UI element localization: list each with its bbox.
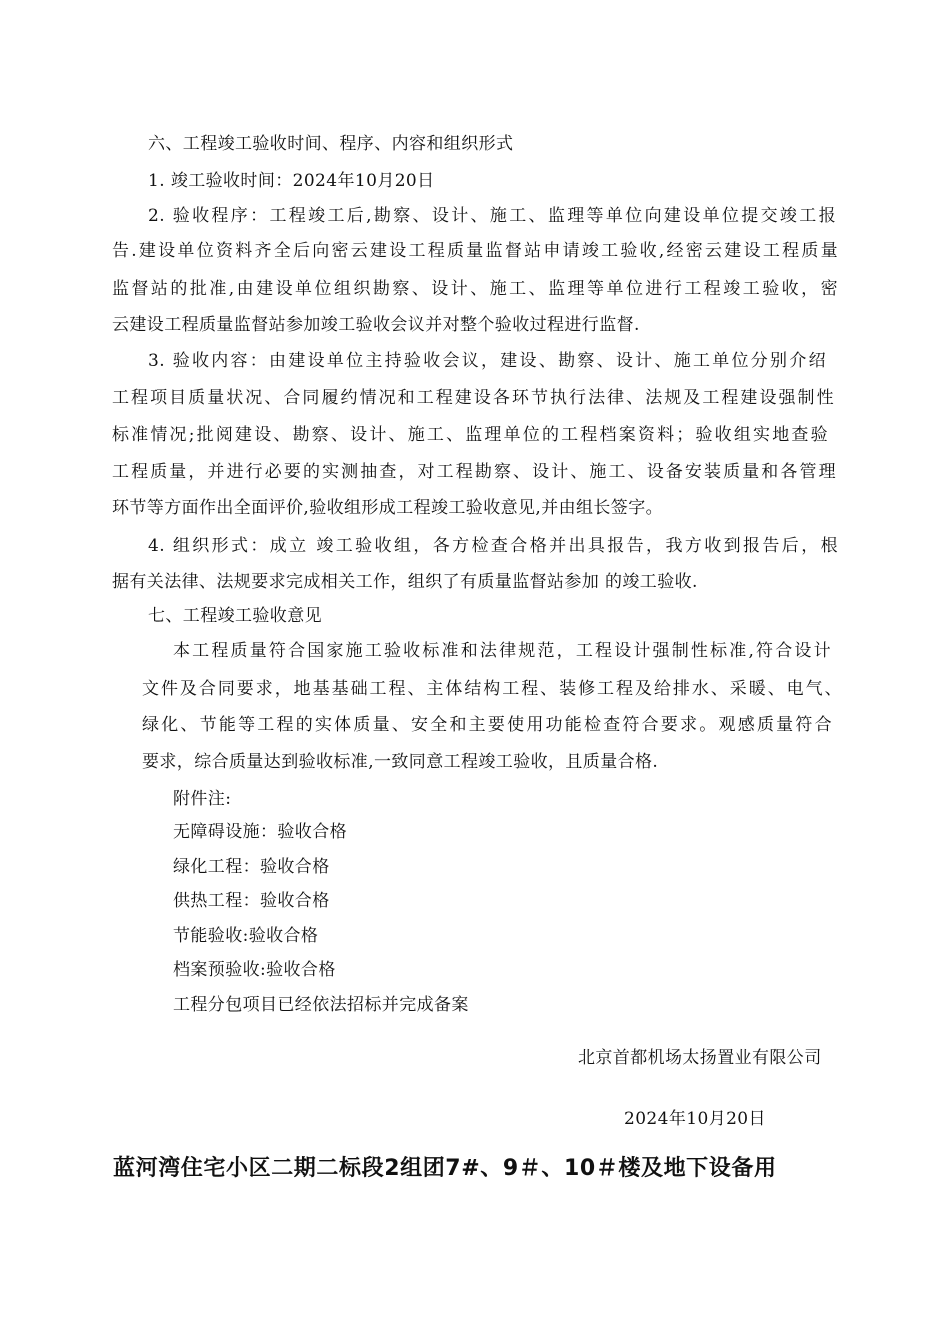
procedure-line-3: 监督站的批准,由建设单位组织勘察、设计、施工、监理等单位进行工程竣工验收，密 [112, 279, 838, 299]
acceptance-time: 1. 竣工验收时间：2024年10月20日 [148, 171, 435, 191]
content-line-3: 标准情况;批阅建设、勘察、设计、施工、监理单位的工程档案资料；验收组实地查验 [112, 425, 828, 445]
opinion-line-1: 本工程质量符合国家施工验收标准和法律规范，工程设计强制性标准,符合设计 [173, 641, 831, 661]
content-line-4: 工程质量，并进行必要的实测抽查，对工程勘察、设计、施工、设备安装质量和各管理 [112, 462, 836, 482]
note-item: 节能验收:验收合格 [173, 926, 319, 946]
opinion-line-4: 要求，综合质量达到验收标准,一致同意工程竣工验收，且质量合格. [142, 752, 659, 772]
note-item: 工程分包项目已经依法招标并完成备案 [173, 995, 469, 1015]
section-seven-heading: 七、工程竣工验收意见 [148, 606, 322, 626]
note-item: 供热工程：验收合格 [173, 891, 330, 911]
organization-line-2: 据有关法律、法规要求完成相关工作，组织了有质量监督站参加 的竣工验收. [112, 572, 698, 592]
organization-line-1: 4. 组织形式：成立 竣工验收组，各方检查合格并出具报告，我方收到报告后，根 [148, 536, 838, 556]
opinion-line-3: 绿化、节能等工程的实体质量、安全和主要使用功能检查符合要求。观感质量符合 [142, 715, 832, 735]
section-six-heading: 六、工程竣工验收时间、程序、内容和组织形式 [148, 134, 514, 154]
procedure-line-4: 云建设工程质量监督站参加竣工验收会议并对整个验收过程进行监督. [112, 315, 640, 335]
next-section-title: 蓝河湾住宅小区二期二标段2组团7#、9＃、10＃楼及地下设备用 [113, 1156, 777, 1181]
signature-company: 北京首都机场太扬置业有限公司 [578, 1048, 822, 1068]
opinion-line-2: 文件及合同要求，地基基础工程、主体结构工程、装修工程及给排水、采暖、电气、 [142, 679, 842, 699]
content-line-2: 工程项目质量状况、合同履约情况和工程建设各环节执行法律、法规及工程建设强制性 [112, 388, 834, 408]
note-item: 档案预验收:验收合格 [173, 960, 336, 980]
procedure-line-1: 2. 验收程序：工程竣工后,勘察、设计、施工、监理等单位向建设单位提交竣工报 [148, 206, 836, 226]
content-line-5: 环节等方面作出全面评价,验收组形成工程竣工验收意见,并由组长签字。 [112, 498, 664, 518]
content-line-1: 3. 验收内容：由建设单位主持验收会议，建设、勘察、设计、施工单位分别介绍 [148, 351, 826, 371]
procedure-line-2: 告.建设单位资料齐全后向密云建设工程质量监督站申请竣工验收,经密云建设工程质量 [112, 241, 838, 261]
notes-label: 附件注: [173, 789, 232, 809]
signature-date: 2024年10月20日 [624, 1109, 766, 1129]
note-item: 绿化工程：验收合格 [173, 857, 330, 877]
note-item: 无障碍设施：验收合格 [173, 822, 347, 842]
